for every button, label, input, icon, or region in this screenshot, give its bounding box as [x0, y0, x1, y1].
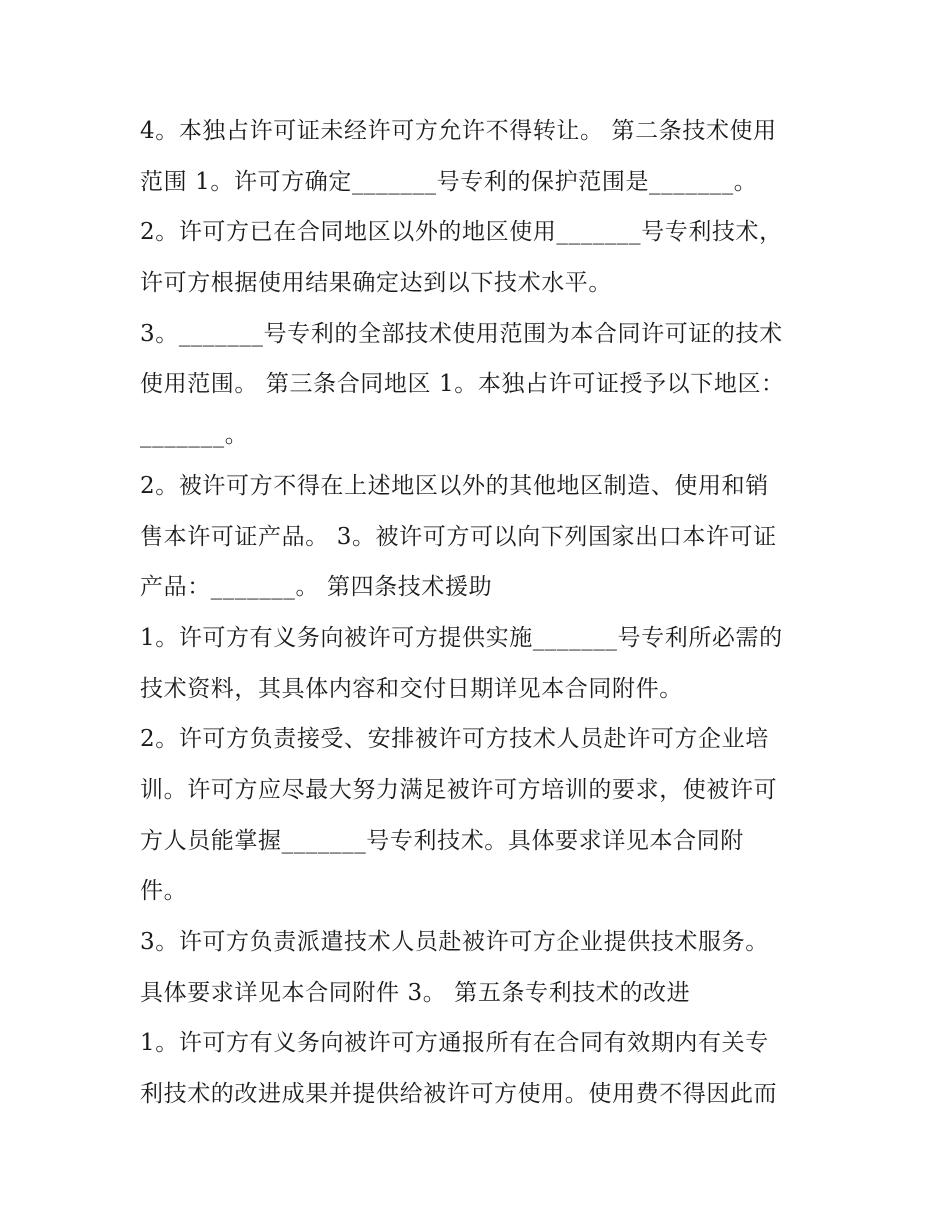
text-line: 利技术的改进成果并提供给被许可方使用。使用费不得因此而	[140, 1081, 778, 1108]
document-body	[140, 106, 830, 1120]
text-line: 使用范围。 第三条合同地区 1。本独占许可证授予以下地区：	[140, 371, 785, 398]
text-line: 产品：_______。 第四条技术援助	[140, 574, 493, 601]
text-line: 3。许可方负责派遣技术人员赴被许可方企业提供技术服务。	[140, 929, 769, 955]
text-line: _______。	[140, 422, 249, 449]
text-line: 件。	[140, 878, 188, 905]
text-line: 训。许可方应尽最大努力满足被许可方培训的要求，使被许可	[140, 776, 778, 803]
text-line: 范围 1。许可方确定_______号专利的保护范围是_______。	[140, 168, 758, 195]
text-line: 1。许可方有义务向被许可方提供实施_______号专利所必需的	[140, 624, 783, 651]
text-line: 3。_______号专利的全部技术使用范围为本合同许可证的技术	[140, 320, 783, 347]
text-line: 具体要求详见本合同附件 3。 第五条专利技术的改进	[140, 979, 691, 1006]
text-line: 技术资料，其具体内容和交付日期详见本合同附件。	[140, 675, 683, 702]
text-line: 4。本独占许可证未经许可方允许不得转让。 第二条技术使用	[140, 118, 777, 144]
text-line: 1。许可方有义务向被许可方通报所有在合同有效期内有关专	[140, 1030, 769, 1057]
text-line: 许可方根据使用结果确定达到以下技术水平。	[140, 270, 612, 297]
text-line: 售本许可证产品。 3。被许可方可以向下列国家出口本许可证	[140, 523, 777, 550]
text-line: 方人员能掌握_______号专利技术。具体要求详见本合同附	[140, 827, 744, 854]
text-line: 2。许可方负责接受、安排被许可方技术人员赴许可方企业培	[140, 726, 769, 753]
text-line: 2。被许可方不得在上述地区以外的其他地区制造、使用和销	[140, 472, 769, 499]
text-line: 2。许可方已在合同地区以外的地区使用_______号专利技术，	[140, 219, 783, 246]
